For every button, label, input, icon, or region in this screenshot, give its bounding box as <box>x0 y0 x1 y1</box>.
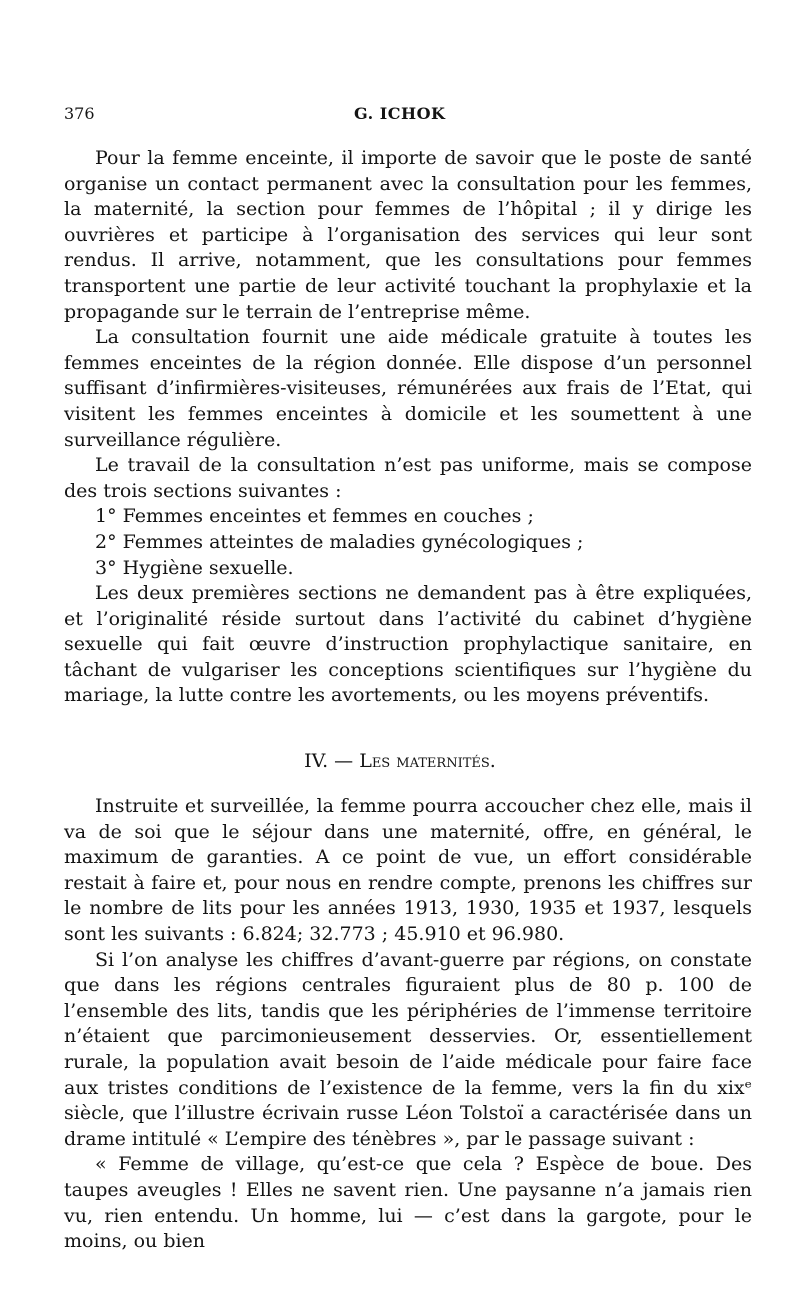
list-item: 2° Femmes atteintes de maladies gynécologiques ; <box>95 530 584 553</box>
page-number: 376 <box>64 104 95 123</box>
section-consultation <box>64 146 752 709</box>
running-head: G. ICHOK <box>354 104 446 123</box>
paragraph: Si l’on analyse les chiffres d’avant-guerre par régions, on constate que dans les régions centrales figuraient plus de 80 p. 100 de l’ensemble des lits, tandis que les périphéries de l’immense territoire n’étaient que parcimonieusement desservies. Or, essentiellement rurale, la population avait besoin de l’aide médicale pour faire face aux tristes conditions de l’existence de la femme, vers la fin du xixᵉ siècle, que l’illustre écrivain russe Léon Tolstoï a caractérisée dans un drame intitulé « L’empire des ténèbres », par le passage suivant : <box>64 948 752 1150</box>
section-number: IV. — <box>304 750 354 772</box>
paragraph: Instruite et surveillée, la femme pourra accoucher chez elle, mais il va de soi que le séjour dans une maternité, offre, en général, le maximum de garanties. A ce point de vue, un effort considérable restait à faire et, pour nous en rendre compte, prenons les chiffres sur le nombre de lits pour les années 1913, 1930, 1935 et 1937, lesquels sont les suivants : 6.824; 32.773 ; 45.910 et 96.980. <box>64 795 752 945</box>
paragraph: Pour la femme enceinte, il importe de savoir que le poste de santé organise un contact permanent avec la consultation pour les femmes, la maternité, la section pour femmes de l’hôpital ; il y dirige les ouvrières et participe à l’organisation des services qui leur sont rendus. Il arrive, notamment, que les consultations pour femmes transportent une partie de leur activité touchant la prophylaxie et la propagande sur le terrain de l’entreprise même. <box>64 147 752 323</box>
list-item: 3° Hygiène sexuelle. <box>95 556 294 579</box>
list-item: 1° Femmes enceintes et femmes en couches ; <box>95 505 534 528</box>
paragraph: Le travail de la consultation n’est pas uniforme, mais se compose des trois sections suivantes : <box>64 454 752 502</box>
paragraph: La consultation fournit une aide médicale gratuite à toutes les femmes enceintes de la région donnée. Elle dispose d’un personnel suffisant d’infirmières-visiteuses, rémunérées aux frais de l’Etat, qui visitent les femmes enceintes à domicile et les soumettent à une surveillance régulière. <box>64 326 752 451</box>
section-maternites <box>64 794 752 1255</box>
page-header <box>64 104 754 128</box>
section-title: Les maternités. <box>359 750 496 772</box>
paragraph: Les deux premières sections ne demandent pas à être expliquées, et l’originalité réside surtout dans l’activité du cabinet d’hygiène sexuelle qui fait œuvre d’instruction prophylactique sanitaire, en tâchant de vulgariser les conceptions scientifiques sur l’hygiène du mariage, la lutte contre les avortements, ou les moyens préventifs. <box>64 582 752 707</box>
section-heading <box>0 750 800 772</box>
paragraph: « Femme de village, qu’est-ce que cela ? Espèce de boue. Des taupes aveugles ! Elles ne savent rien. Une paysanne n’a jamais rien vu, rien entendu. Un homme, lui — c’est dans la gargote, pour le moins, ou bien <box>64 1153 752 1253</box>
